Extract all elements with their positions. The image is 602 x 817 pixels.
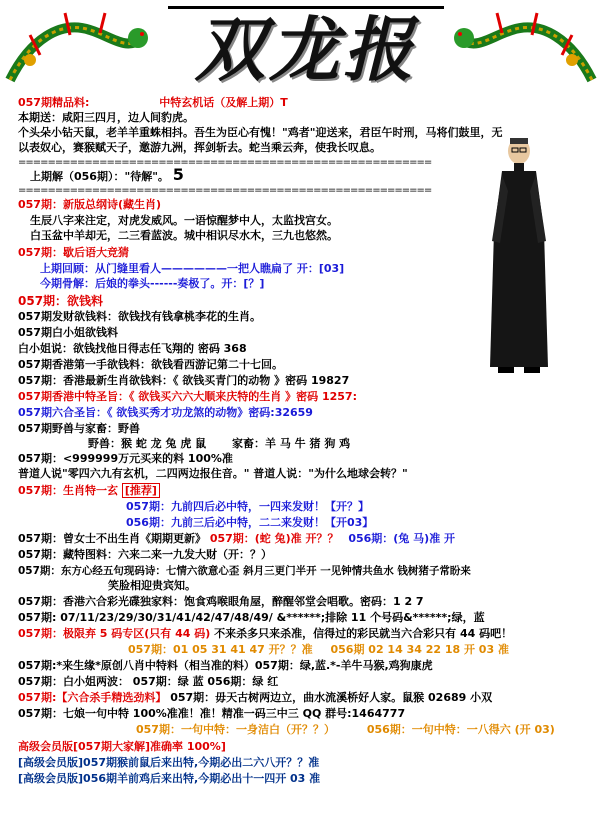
limit-line [18,627,512,641]
money-line: 白小姐说：欲钱找他日得志任飞翔的 密码 368 [18,342,247,355]
kill-codes-last: 056期 02 14 34 22 18 开 03 准 [330,643,509,656]
mrs-zeng-line [18,532,455,546]
dragon-right-image [452,0,602,110]
money-line: 057期发财欲钱料：欲钱找有钱拿桃李花的生肖。 [18,310,261,323]
premium-line: 057期：<999999万元买来的料 100%准 [18,452,233,465]
vip-title: 高级会员版[057期大家解]准确率 100%] [18,740,226,753]
zodiac-line: 056期：九前三后必中特，二二来发财！【开03】 [126,516,374,529]
separator: ======================================================== [18,157,432,168]
page-title: 双龙报 [168,6,444,91]
one-sentence-last: 056期：一句中特：一八得六 (开 03) [366,723,555,736]
money-line-blue: 057期六合圣旨：《 欲钱买秀才功龙煞的动物》密码:32659 [18,406,313,419]
poem-line: 白玉盆中羊却无，二三看蓝波。城中相识尽水木，三九也悠然。 [30,229,338,242]
money-line: 057期香港第一手欲钱料：欲钱看西游记第二十七回。 [18,358,283,371]
zodiac-title-text: 057期：生肖特一玄 [18,484,118,497]
eight-zodiac-line: 057期:*来生缘*原创八肖中特料（相当准的料）057期：绿,蓝.*-羊牛马猴,鸡狗康虎 [18,659,433,672]
riddle-line: 本期送：咸阳三四月，边人间豹虎。 [18,111,194,124]
recommend-badge: [推荐] [122,483,160,498]
money-line-red: 057期香港中特圣旨：《 欲钱买六六大顺来庆特的生肖 》密码 1257: [18,390,357,403]
vip-line: [高级会员版]057期猴前鼠后来出特,今期必出二六八开？？准 [18,756,320,769]
separator: ======================================================== [18,185,432,196]
zodiac-line: 057期：九前四后必中特，一四来发财！【开？】 [126,500,369,513]
zodiac-title [18,484,160,498]
kill-codes-line [128,643,509,657]
last-issue-number: 5 [172,165,184,184]
proverb-last: 上期回顾：从门缝里看人——————一把人瞧扁了 开：[03] [40,262,345,275]
last-issue-text: 上期解（056期）："待解"。 [30,170,169,183]
money-line: 057期：香港最新生肖欲钱料：《 欲钱买青门的动物 》密码 19827 [18,374,350,387]
killer-text: 057期：毋天古树两边立，曲水流溪桥好人家。鼠猴 02689 小双 [170,691,493,704]
two-waves-line: 057期：白小姐两波： 057期：绿 蓝 056期：绿 红 [18,675,279,688]
one-sentence-current: 057期：一句中特：一身洁白（开？？） [136,723,335,736]
dragon-left-image [0,0,150,110]
section-title-proverb: 057期：歇后语大竞猜 [18,246,129,259]
limit-text: 不来杀多只来杀准，信得过的彩民就当六合彩只有 44 码吧！ [214,627,513,640]
wild-beasts: 野兽：猴 蛇 龙 兔 虎 鼠 [88,437,207,450]
cd-line: 057期：香港六合彩光碟独家料：饱食鸡喉眼角屋，醉醒邻堂会唱歌。密码：1 2 7 [18,595,424,608]
exclude-line: 057期: 07/11/23/29/30/31/41/42/47/48/49/ &******;排除 11 个号码&******;绿，蓝 [18,611,485,624]
money-line: 057期白小姐欲钱料 [18,326,118,339]
issue-header [18,96,288,110]
mrs-zeng-text: 057期：曾女士不出生肖《期期更新》 [18,532,206,545]
kill-codes-current: 057期：01 05 31 41 47 开？？准 [128,643,313,656]
heart-sutra-line: 笑脸相迎贵宾知。 [108,579,196,592]
poem-line: 生辰八字来注定，对虎发威风。一语惊醒梦中人，太监找宫女。 [30,214,338,227]
one-sentence-line [136,723,555,737]
riddle-line: 个头朵小钻天鼠，老羊羊重蛛相抖。吾生为臣心有愧！"鸡者"迎送来，君臣午时刑，马将们鼓里，无 [18,126,503,139]
killer-title: 057期:【六合杀手精选劲料】 [18,691,167,704]
issue-label: 057期精品料: [18,96,90,109]
mrs-zeng-last: 056期：(兔 马)准 开 [348,532,456,545]
hidden-picture-line: 057期：藏特图料：六来二来一九发大财（开：？） [18,548,272,561]
vip-line: [高级会员版]056期羊前鸡后来出特,今期必出十一四开 03 准 [18,772,321,785]
qiniang-line: 057期：七娘一句中特 100%准准！准！精准一码三中三 QQ 群号:1464777 [18,707,406,720]
proverb-current: 今期骨解：后娘的拳头------奏极了。开：[？] [40,277,265,290]
beasts-list [88,437,350,451]
mrs-zeng-current: 057期：(蛇 兔)准 开？？ [209,532,339,545]
last-issue-answer [30,165,184,184]
taoist-line: 普道人说"零四六九有玄机，二四两边报住音。" 普道人说："为什么地球会转？" [18,467,408,480]
beasts-title: 057期野兽与家畜：野兽 [18,422,140,435]
person-photo [488,131,550,375]
heart-sutra-line: 057期：东方心经五句现码诗：七情六欲意心歪 斜月三更门半开 一见钟情共鱼水 钱树猪子常盼来 [18,565,471,577]
limit-title: 057期：极限弃 5 码专区(只有 44 码) [18,627,211,640]
killer-line [18,691,492,705]
section-title-riddle: 中特玄机话（及解上期）T [159,96,288,109]
section-title-poem: 057期：新版总纲诗(藏生肖) [18,198,162,211]
riddle-line: 以表奴心，赛猴赋天子，邀游九洲，挥剑斩去。蛇当乘云奔，使我长叹息。 [18,141,381,154]
section-title-money: 057期：欲钱料 [18,294,104,308]
domestic-animals: 家畜：羊 马 牛 猪 狗 鸡 [232,437,351,450]
